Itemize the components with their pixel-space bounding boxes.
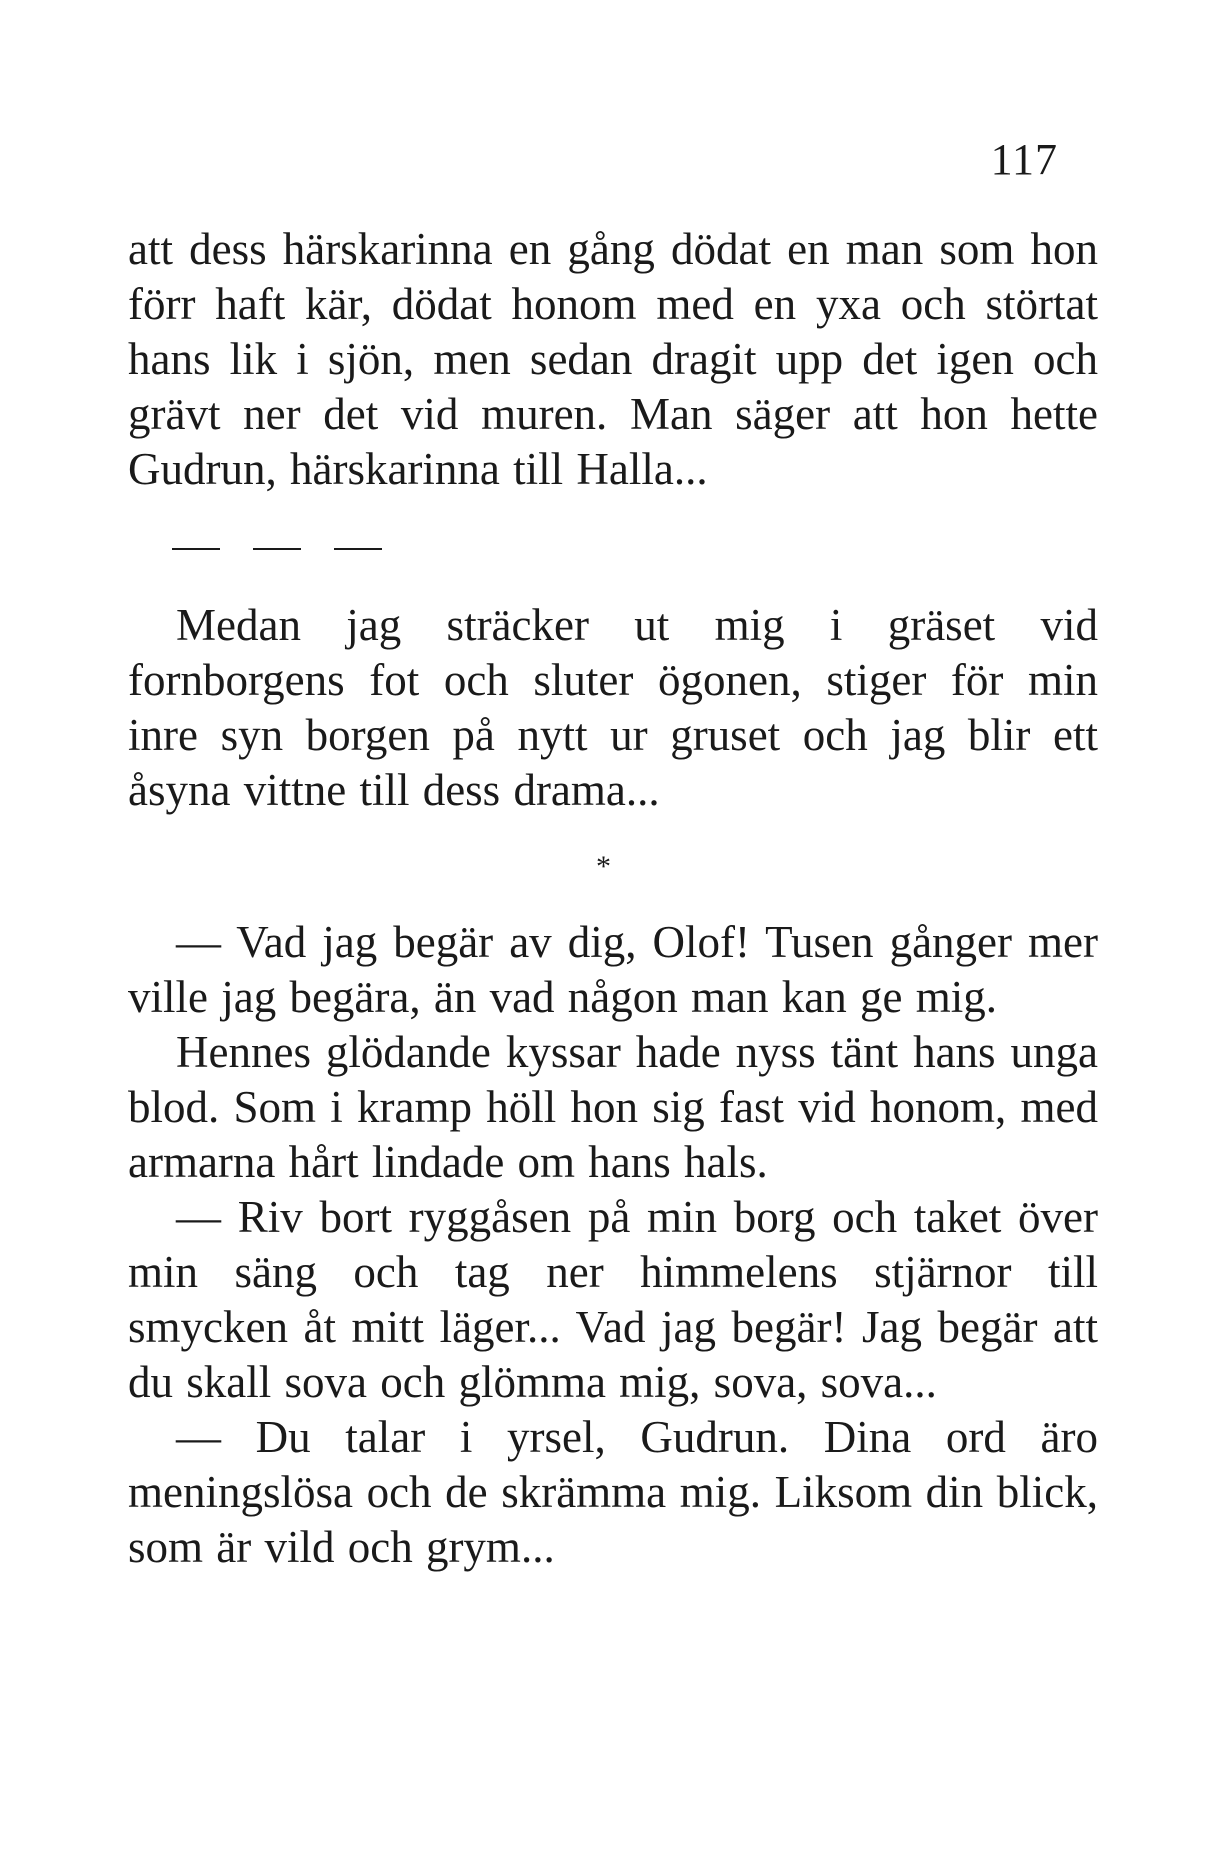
section-separator — [172, 548, 382, 550]
text-section-3 — [128, 915, 1098, 1575]
dialogue-paragraph: — Du talar i yrsel, Gudrun. Dina ord äro meningslösa och de skrämma mig. Liksom din blick, som är vild och grym... — [128, 1412, 1098, 1572]
paragraph: Medan jag sträcker ut mig i gräset vid fornborgens fot och sluter ögonen, stiger för min inre syn borgen på nytt ur gruset och jag blir ett åsyna vittne till dess drama... — [128, 600, 1098, 815]
dialogue-paragraph: — Riv bort ryggåsen på min borg och taket över min säng och tag ner himmelens stjärnor till smycken åt mitt läger... Vad jag begär! Jag begär att du skall sova och glömma mig, sova, sova... — [128, 1192, 1098, 1407]
page-number: 117 — [990, 135, 1058, 184]
separator-dash — [253, 548, 301, 550]
paragraph: Hennes glödande kyssar hade nyss tänt hans unga blod. Som i kramp höll hon sig fast vid honom, med armarna hårt lindade om hans hals. — [128, 1027, 1098, 1187]
text-section-2 — [128, 598, 1098, 818]
separator-dash — [334, 548, 382, 550]
separator-dash — [172, 548, 220, 550]
asterisk-ornament: * — [596, 850, 611, 883]
paragraph: att dess härskarinna en gång dödat en man som hon förr haft kär, dödat honom med en yxa och störtat hans lik i sjön, men sedan dragit upp det igen och grävt ner det vid muren. Man säger att hon hette Gudrun, härskarinna till Halla... — [128, 224, 1098, 494]
dialogue-paragraph: — Vad jag begär av dig, Olof! Tusen gånger mer ville jag begära, än vad någon man kan ge mig. — [128, 917, 1098, 1022]
text-section-1 — [128, 222, 1098, 497]
